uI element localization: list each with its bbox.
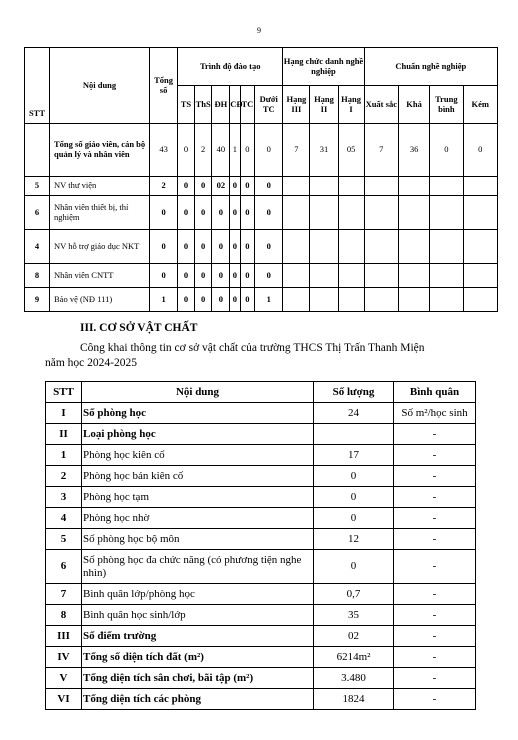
cell-ts: 0 — [178, 177, 195, 196]
cell-quantity: 17 — [314, 445, 394, 466]
header-ts: TS — [178, 86, 195, 124]
table-row — [46, 466, 476, 487]
cell-dh: 02 — [212, 177, 230, 196]
cell-kha — [398, 230, 429, 264]
header-cd: CĐ — [230, 86, 240, 124]
cell-stt: 5 — [25, 177, 50, 196]
table-row — [46, 445, 476, 466]
cell-stt: 2 — [46, 466, 82, 487]
header-quantity: Số lượng — [314, 382, 394, 403]
cell-content: Tổng số giáo viên, cán bộ quản lý và nhân viên — [50, 124, 150, 177]
cell-total: 0 — [150, 264, 178, 288]
cell-hang-3 — [283, 196, 310, 230]
cell-average: - — [394, 647, 476, 668]
cell-content: Nhân viên thiết bị, thí nghiệm — [50, 196, 150, 230]
header-trung-binh: Trung bình — [430, 86, 463, 124]
cell-xuat-sac — [364, 264, 398, 288]
cell-content: Bình quân học sinh/lớp — [82, 605, 314, 626]
cell-duoi-tc: 0 — [255, 196, 283, 230]
cell-hang-2 — [310, 288, 338, 312]
cell-kem — [463, 264, 497, 288]
cell-stt: 5 — [46, 529, 82, 550]
cell-dh: 40 — [212, 124, 230, 177]
cell-average: - — [394, 605, 476, 626]
cell-trung-binh: 0 — [430, 124, 463, 177]
cell-hang-2 — [310, 177, 338, 196]
header-hang-2: Hạng II — [310, 86, 338, 124]
header-average: Bình quân — [394, 382, 476, 403]
cell-kha — [398, 177, 429, 196]
cell-stt: 8 — [46, 605, 82, 626]
cell-hang-1 — [338, 177, 364, 196]
cell-average: - — [394, 445, 476, 466]
section-title: III. CƠ SỞ VẬT CHẤT — [80, 322, 198, 334]
cell-hang-3 — [283, 288, 310, 312]
table-row — [46, 647, 476, 668]
cell-quantity: 0 — [314, 466, 394, 487]
cell-trung-binh — [430, 196, 463, 230]
header-hang-1: Hạng I — [338, 86, 364, 124]
cell-hang-1 — [338, 230, 364, 264]
cell-duoi-tc: 0 — [255, 124, 283, 177]
cell-xuat-sac — [364, 288, 398, 312]
cell-kha: 36 — [398, 124, 429, 177]
cell-average: - — [394, 584, 476, 605]
cell-quantity: 0,7 — [314, 584, 394, 605]
cell-average: - — [394, 424, 476, 445]
table-row — [25, 196, 498, 230]
table-row — [46, 689, 476, 710]
cell-cd: 1 — [230, 124, 240, 177]
cell-ts: 0 — [178, 196, 195, 230]
cell-duoi-tc: 0 — [255, 264, 283, 288]
cell-ths: 0 — [194, 264, 212, 288]
cell-dh: 0 — [212, 196, 230, 230]
cell-hang-3: 7 — [283, 124, 310, 177]
cell-trung-binh — [430, 177, 463, 196]
cell-stt: 4 — [46, 508, 82, 529]
cell-average: - — [394, 550, 476, 584]
cell-total: 0 — [150, 230, 178, 264]
table-row — [46, 424, 476, 445]
cell-average: - — [394, 487, 476, 508]
cell-average: - — [394, 668, 476, 689]
cell-stt: 6 — [46, 550, 82, 584]
cell-content: Tổng diện tích các phòng — [82, 689, 314, 710]
header-content: Nội dung — [50, 48, 150, 124]
cell-kem — [463, 177, 497, 196]
cell-content: Bình quân lớp/phòng học — [82, 584, 314, 605]
cell-content: Phòng học kiên cố — [82, 445, 314, 466]
table-row — [46, 403, 476, 424]
cell-stt: 7 — [46, 584, 82, 605]
header-stt: STT — [46, 382, 82, 403]
cell-hang-2 — [310, 230, 338, 264]
cell-hang-2 — [310, 264, 338, 288]
cell-content: Phòng học nhờ — [82, 508, 314, 529]
cell-content: Số phòng học bộ môn — [82, 529, 314, 550]
table-row — [25, 264, 498, 288]
cell-content: Tổng số diện tích đất (m²) — [82, 647, 314, 668]
cell-hang-1 — [338, 288, 364, 312]
cell-stt: 8 — [25, 264, 50, 288]
cell-content: Loại phòng học — [82, 424, 314, 445]
facility-table — [45, 381, 476, 710]
table-row — [46, 605, 476, 626]
cell-cd: 0 — [230, 264, 240, 288]
cell-total: 2 — [150, 177, 178, 196]
cell-total: 0 — [150, 196, 178, 230]
cell-content: Số điểm trường — [82, 626, 314, 647]
cell-hang-1 — [338, 196, 364, 230]
cell-hang-3 — [283, 230, 310, 264]
header-tc: TC — [240, 86, 255, 124]
cell-hang-1: 05 — [338, 124, 364, 177]
cell-stt: IV — [46, 647, 82, 668]
cell-average: - — [394, 626, 476, 647]
cell-ths: 0 — [194, 196, 212, 230]
cell-duoi-tc: 0 — [255, 230, 283, 264]
cell-hang-2: 31 — [310, 124, 338, 177]
cell-average: - — [394, 689, 476, 710]
cell-ths: 0 — [194, 230, 212, 264]
cell-ts: 0 — [178, 264, 195, 288]
table-row — [46, 529, 476, 550]
header-training-group: Trình độ đào tạo — [178, 48, 283, 86]
cell-duoi-tc: 0 — [255, 177, 283, 196]
cell-ths: 2 — [194, 124, 212, 177]
cell-hang-2 — [310, 196, 338, 230]
cell-content: Số phòng học — [82, 403, 314, 424]
cell-quantity — [314, 424, 394, 445]
cell-quantity: 0 — [314, 487, 394, 508]
cell-quantity: 0 — [314, 550, 394, 584]
cell-kha — [398, 196, 429, 230]
header-hang-3: Hạng III — [283, 86, 310, 124]
cell-quantity: 02 — [314, 626, 394, 647]
cell-kha — [398, 264, 429, 288]
cell-ths: 0 — [194, 177, 212, 196]
header-content: Nội dung — [82, 382, 314, 403]
header-xuat-sac: Xuất sắc — [364, 86, 398, 124]
header-standard-group: Chuẩn nghề nghiệp — [364, 48, 497, 86]
cell-xuat-sac — [364, 196, 398, 230]
cell-trung-binh — [430, 264, 463, 288]
cell-stt: II — [46, 424, 82, 445]
cell-xuat-sac — [364, 177, 398, 196]
cell-cd: 0 — [230, 288, 240, 312]
table-row — [46, 668, 476, 689]
cell-ts: 0 — [178, 288, 195, 312]
cell-ths: 0 — [194, 288, 212, 312]
cell-content: Phòng học tạm — [82, 487, 314, 508]
cell-average: - — [394, 529, 476, 550]
cell-tc: 0 — [240, 196, 255, 230]
cell-duoi-tc: 1 — [255, 288, 283, 312]
cell-quantity: 12 — [314, 529, 394, 550]
cell-quantity: 1824 — [314, 689, 394, 710]
cell-cd: 0 — [230, 230, 240, 264]
cell-tc: 0 — [240, 264, 255, 288]
cell-kem — [463, 196, 497, 230]
cell-total: 1 — [150, 288, 178, 312]
table-row — [46, 508, 476, 529]
cell-stt: 6 — [25, 196, 50, 230]
cell-stt: 4 — [25, 230, 50, 264]
cell-stt: VI — [46, 689, 82, 710]
cell-ts: 0 — [178, 230, 195, 264]
cell-stt: I — [46, 403, 82, 424]
cell-hang-1 — [338, 264, 364, 288]
cell-average: Số m²/học sinh — [394, 403, 476, 424]
cell-ts: 0 — [178, 124, 195, 177]
header-stt: STT — [25, 48, 50, 124]
section-intro-line-1: Công khai thông tin cơ sở vật chất của trường THCS Thị Trấn Thanh Miện — [80, 342, 425, 354]
cell-stt — [25, 124, 50, 177]
header-dh: ĐH — [212, 86, 230, 124]
cell-cd: 0 — [230, 196, 240, 230]
cell-xuat-sac: 7 — [364, 124, 398, 177]
header-duoi-tc: Dưới TC — [255, 86, 283, 124]
cell-hang-3 — [283, 177, 310, 196]
cell-kem: 0 — [463, 124, 497, 177]
page-number: 9 — [257, 26, 261, 35]
cell-stt: V — [46, 668, 82, 689]
cell-tc: 0 — [240, 177, 255, 196]
cell-dh: 0 — [212, 264, 230, 288]
cell-stt: III — [46, 626, 82, 647]
cell-content: Nhân viên CNTT — [50, 264, 150, 288]
cell-tc: 0 — [240, 230, 255, 264]
table-row — [25, 230, 498, 264]
cell-average: - — [394, 508, 476, 529]
cell-total: 43 — [150, 124, 178, 177]
header-total: Tổng số — [150, 48, 178, 124]
cell-cd: 0 — [230, 177, 240, 196]
header-rank-group: Hạng chức danh nghề nghiệp — [283, 48, 364, 86]
header-kha: Khá — [398, 86, 429, 124]
cell-kem — [463, 288, 497, 312]
cell-trung-binh — [430, 230, 463, 264]
table-row — [46, 626, 476, 647]
section-intro-line-2: năm học 2024-2025 — [45, 357, 137, 369]
cell-content: Bảo vệ (NĐ 111) — [50, 288, 150, 312]
cell-xuat-sac — [364, 230, 398, 264]
cell-content: NV hỗ trợ giáo dục NKT — [50, 230, 150, 264]
cell-content: Phòng học bán kiên cố — [82, 466, 314, 487]
cell-average: - — [394, 466, 476, 487]
cell-content: Số phòng học đa chức năng (có phương tiện nghe nhìn) — [82, 550, 314, 584]
cell-stt: 3 — [46, 487, 82, 508]
cell-quantity: 24 — [314, 403, 394, 424]
table-row — [25, 288, 498, 312]
cell-trung-binh — [430, 288, 463, 312]
cell-dh: 0 — [212, 288, 230, 312]
cell-hang-3 — [283, 264, 310, 288]
cell-dh: 0 — [212, 230, 230, 264]
cell-quantity: 35 — [314, 605, 394, 626]
cell-quantity: 6214m² — [314, 647, 394, 668]
cell-content: Tổng diện tích sân chơi, bãi tập (m²) — [82, 668, 314, 689]
cell-stt: 9 — [25, 288, 50, 312]
cell-tc: 0 — [240, 124, 255, 177]
cell-kha — [398, 288, 429, 312]
cell-quantity: 3.480 — [314, 668, 394, 689]
table-row — [25, 177, 498, 196]
header-kem: Kém — [463, 86, 497, 124]
table-row — [46, 550, 476, 584]
table-row — [46, 487, 476, 508]
table-row — [46, 584, 476, 605]
cell-stt: 1 — [46, 445, 82, 466]
cell-quantity: 0 — [314, 508, 394, 529]
cell-tc: 0 — [240, 288, 255, 312]
header-ths: ThS — [194, 86, 212, 124]
cell-kem — [463, 230, 497, 264]
staff-table — [24, 47, 498, 312]
table-row — [25, 124, 498, 177]
cell-content: NV thư viện — [50, 177, 150, 196]
